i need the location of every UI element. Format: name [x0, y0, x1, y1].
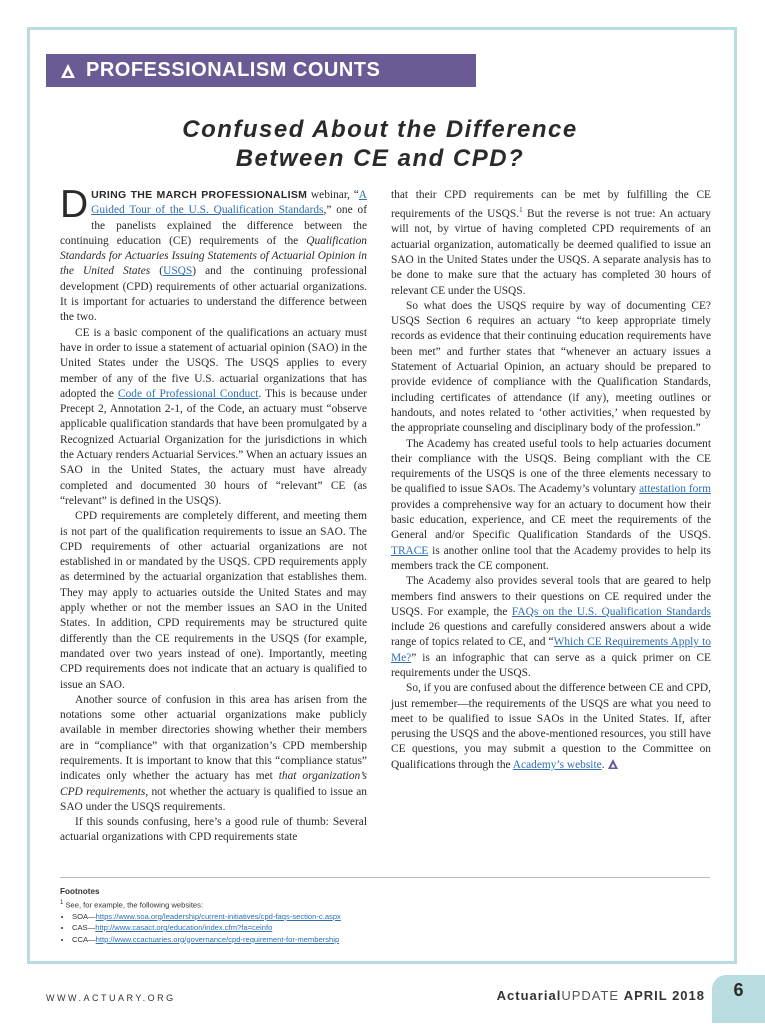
title-line-2: Between CE and CPD? — [235, 145, 525, 172]
cas-link[interactable]: http://www.casact.org/education/index.cfm?fa=ceinfo — [95, 923, 273, 933]
paragraph — [391, 188, 711, 299]
text: ( — [150, 265, 164, 278]
footnote-divider — [60, 877, 710, 878]
text: Qualification Standards for Actuaries Issuing Statements of Actuarial Opinion in the United States — [60, 234, 367, 278]
publication-name: Actuarial — [496, 988, 562, 1003]
text: include 26 questions and carefully considered answers about a wide range of topics related to CE, and “ — [391, 621, 711, 649]
paragraph — [391, 437, 711, 575]
footnote-list — [60, 911, 710, 946]
code-of-conduct-link[interactable]: Code of Professional Conduct — [118, 387, 259, 400]
footnotes — [60, 886, 710, 945]
text: webinar, “ — [307, 189, 359, 201]
footnote-ref: 1 — [519, 206, 523, 215]
text: Another source of confusion in this area has arisen from the notations some other actuarial organizations make publicly available in member directories showing whether their members are in “compliance” with that organization’s CPD membership requirements. It is important to know that this “compliance status” indicates only whether the actuary has met — [60, 693, 367, 783]
title-line-1: Confused About the Difference — [182, 116, 578, 143]
text: But the reverse is not true: An actuary will not, by virtue of having completed CPD requirements of an actuarial organization, automatically be deemed qualified to issue an SAO in the United States under the USQS. A separate analysis has to be done to make sure that the actuary has completed 30 hours of relevant CE under the USQS. — [391, 208, 711, 297]
list-item — [72, 911, 710, 923]
publication-name-suffix: UPDATE — [561, 988, 620, 1003]
infographic-link[interactable]: Which CE Requirements Apply to Me? — [391, 636, 711, 664]
text: , not whether the actuary is qualified to issue an SAO under the USQS requirements. — [60, 785, 368, 813]
right-column — [391, 188, 711, 773]
text: that their CPD requirements can be met by fulfilling the CE requirements of the USQS. — [391, 189, 711, 221]
text: See, for example, the following websites: — [63, 900, 204, 910]
paragraph — [391, 574, 711, 681]
text: that organization’s CPD requirements — [60, 770, 367, 798]
paragraph — [391, 681, 711, 773]
webinar-link[interactable]: A Guided Tour of the U.S. Qualification Standards — [91, 189, 367, 217]
footer-publication — [470, 988, 705, 1003]
lead-in: URING THE MARCH PROFESSIONALISM — [91, 189, 308, 201]
paragraph: So what does the USQS require by way of documenting CE? USQS Section 6 requires an actuary “to keep appropriate timely records as evidence that their continuing education requirements have been met” and further states that “whenever an actuary issues a Statement of Actuarial Opinion, an actuary should be prepared to provide evidence of compliance with the Qualification Standards, including certificates of attendance (if any), meeting outlines or handouts, and notes related to ‘other activities,’ when requested by the appropriate counseling and disciplinary body of the profession.” — [391, 299, 711, 435]
paragraph — [60, 326, 367, 510]
text: CCA— — [72, 934, 96, 944]
text: is another online tool that the Academy provides to help its members track the CE component. — [391, 544, 711, 572]
text: So, if you are confused about the difference between CE and CPD, just remember—the requirements of the USQS are what you need to meet to be qualified to issue SAOs in the United States. If, after perusing the USQS and the above-mentioned resources, you still have CE questions, you may submit a question to the Committee on Qualifications through the — [391, 682, 711, 771]
text: ” is an infographic that can serve as a quick primer on CE requirements under the USQS. — [391, 651, 711, 679]
faqs-link[interactable]: FAQs on the U.S. Qualification Standards — [511, 605, 711, 618]
paragraph — [60, 693, 367, 815]
footer-website: WWW.ACTUARY.ORG — [46, 993, 176, 1003]
paragraph: If this sounds confusing, here’s a good rule of thumb: Several actuarial organizations with CPD requirements state — [60, 816, 367, 844]
cca-link[interactable]: http://www.ccactuaries.org/governance/cpd-requirement-for-membership — [95, 934, 340, 944]
text: CE is a basic component of the qualifications an actuary must have in order to issue a statement of actuarial opinion (SAO) in the United States under the USQS. The USQS applies to every member of any of the five U.S. actuarial organizations that has adopted the — [60, 326, 367, 400]
text: ) and the continuing professional development (CPD) requirements of other actuarial organizations. It is important for actuaries to understand the difference between the two. — [60, 265, 367, 324]
list-item — [72, 922, 710, 934]
text: ,” one of the panelists explained the difference between the continuing education (CE) requirements of the — [60, 204, 367, 247]
usqs-link[interactable]: USQS — [163, 265, 193, 278]
soa-link[interactable]: https://www.soa.org/leadership/current-initiatives/cpd-faqs-section-c.aspx — [95, 911, 341, 921]
text: provides a comprehensive way for an actuary to document how their basic education, experience, and CE meet the requirements of the General and/or Specific Qualification Standards of the USQS. — [391, 498, 711, 542]
list-item — [72, 934, 710, 946]
end-mark-icon — [608, 759, 618, 769]
trace-link[interactable]: TRACE — [391, 544, 429, 557]
text: . This is because under Precept 2, Annotation 2-1, of the Code, an actuary must “observe applicable qualification standards that have been promulgated by a Recognized Actuarial Organization for the jurisdictions in which the Actuary renders Actuarial Services.” When an actuary issues an SAO in the United States, the actuary must have already completed and documented 30 hours of “relevant” CE (as “relevant” is defined in the USQS). — [60, 387, 367, 507]
academy-website-link[interactable]: Academy’s website — [512, 758, 602, 771]
section-banner — [46, 54, 476, 87]
paragraph — [60, 183, 367, 326]
triangle-logo-icon — [60, 63, 76, 79]
text: The Academy also provides several tools that are geared to help members find answers to their questions on CE required under the USQS. For example, the — [391, 575, 711, 618]
text: SOA— — [72, 911, 96, 921]
text: CAS— — [72, 923, 96, 933]
drop-cap: D — [60, 183, 89, 226]
issue-date: APRIL 2018 — [623, 988, 705, 1003]
paragraph: CPD requirements are completely different, and meeting them is not part of the qualification requirements to issue an SAO. The CPD requirements of other actuarial organizations are not established in or mandated by the USQS. CPD requirements apply as determined by the actuarial organization that establishes them. They may apply to actuaries outside the United States and may apply whether or not the member issues an SAO in the United States. In addition, CPD requirements may be structured quite differently than the CE requirements in the USQS (for example, mandated over two years instead of one). Importantly, meeting CPD requirements does not indicate that an actuary is qualified to issue an SAO. — [60, 510, 367, 691]
text: . — [601, 758, 605, 771]
footnote-intro — [60, 898, 710, 911]
article-title — [60, 115, 700, 173]
footnote-number: 1 — [60, 899, 64, 906]
attestation-form-link[interactable]: attestation form — [639, 483, 711, 496]
text: The Academy has created useful tools to help actuaries document their compliance with the USQS. Being compliant with the CE requirements of the USQS is one of the three elements necessary to be qualified to issue SAOs. The Academy’s voluntary — [391, 437, 711, 496]
banner-label: PROFESSIONALISM COUNTS — [86, 59, 381, 81]
footnotes-heading: Footnotes — [60, 887, 100, 896]
left-column — [60, 183, 368, 846]
page-number: 6 — [733, 980, 744, 1000]
